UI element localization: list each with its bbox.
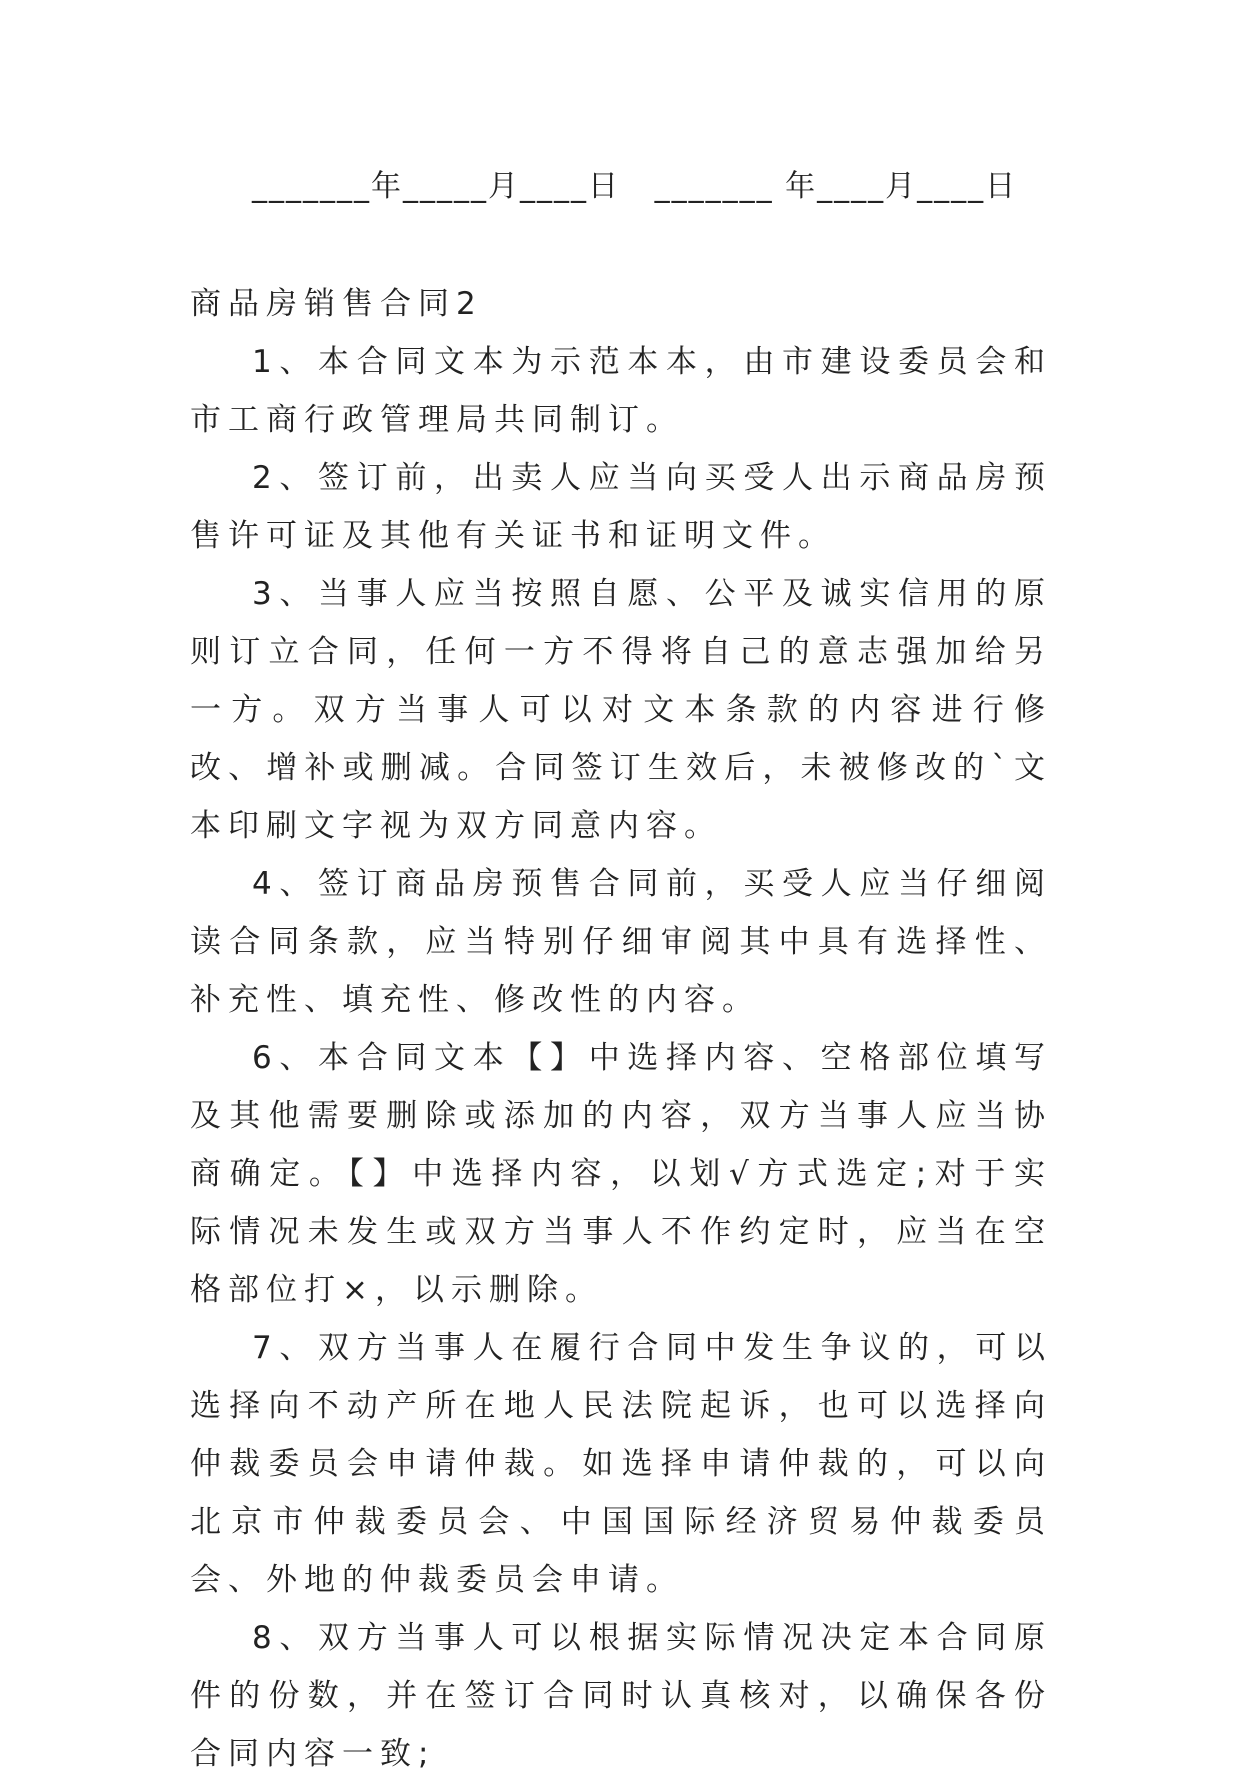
clause-paragraph: 6、本合同文本【】中选择内容、空格部位填写及其他需要删除或添加的内容，双方当事人应当协商确定。【】中选择内容，以划√方式选定;对于实际情况未发生或双方当事人不作约定时，应当在空格部位打×，以示删除。 — [190, 1040, 1052, 1308]
clause-paragraph: 2、签订前，出卖人应当向买受人出示商品房预售许可证及其他有关证书和证明文件。 — [190, 460, 1052, 554]
clause-paragraph: 3、当事人应当按照自愿、公平及诚实信用的原则订立合同，任何一方不得将自己的意志强加给另一方。双方当事人可以对文本条款的内容进行修改、增补或删减。合同签订生效后，未被修改的`文本印刷文字视为双方同意内容。 — [190, 576, 1052, 844]
document-title: 商品房销售合同2 — [190, 286, 483, 322]
signature-date-line: _______年_____月____日 _______ 年____月____日 — [252, 169, 1018, 204]
clause-paragraph: 8、双方当事人可以根据实际情况决定本合同原件的份数，并在签订合同时认真核对，以确保各份合同内容一致; — [190, 1620, 1052, 1772]
document-body — [190, 275, 1052, 1783]
clause-paragraph: 1、本合同文本为示范本本，由市建设委员会和市工商行政管理局共同制订。 — [190, 344, 1052, 438]
clause-paragraph: 4、签订商品房预售合同前，买受人应当仔细阅读合同条款，应当特别仔细审阅其中具有选择性、补充性、填充性、修改性的内容。 — [190, 866, 1052, 1018]
clause-paragraph: 7、双方当事人在履行合同中发生争议的，可以选择向不动产所在地人民法院起诉，也可以选择向仲裁委员会申请仲裁。如选择申请仲裁的，可以向北京市仲裁委员会、中国国际经济贸易仲裁委员会、外地的仲裁委员会申请。 — [190, 1330, 1052, 1598]
